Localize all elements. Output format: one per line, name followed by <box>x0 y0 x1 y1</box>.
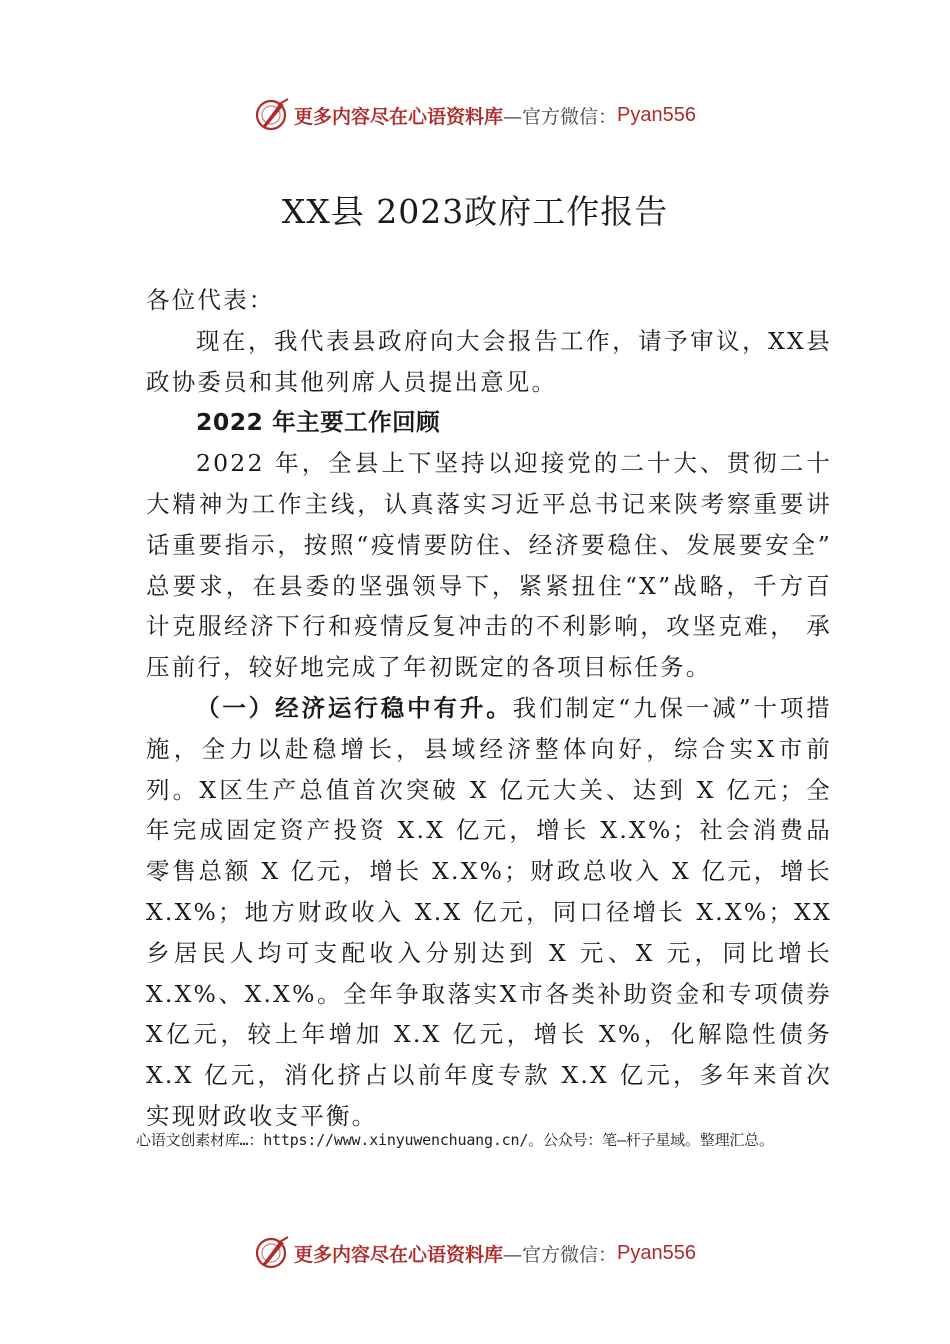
paragraph-economy-lead: （一）经济运行稳中有升。 <box>196 693 513 722</box>
banner-brand-text: 更多内容尽在心语资料库 <box>294 105 504 128</box>
banner-wechat-label: —官方微信： <box>503 105 618 128</box>
banner-brand-text: 更多内容尽在心语资料库 <box>294 1243 504 1266</box>
document-title: XX县 2023政府工作报告 <box>281 192 669 231</box>
paragraph-economy <box>146 688 832 1137</box>
banner-wechat-id: Pyan556 <box>617 103 696 126</box>
footer-banner <box>0 1233 950 1273</box>
paragraph-economy-text: 我们制定“九保一减”十项措施，全力以赴稳增长，县域经济整体向好，综合实X市前列。X区生产总值首次突破 X 亿元大关、达到 X 亿元；全年完成固定资产投资 X.X 亿元，增长 X.X%；社会消费品零售总额 X 亿元，增长 X.X%；财政总收入 X 亿元，增长X.X%；地方财政收入 X.X 亿元，同口径增长 X.X%；XX乡居民人均可支配收入分别达到 X 元、X 元，同比增长X.X%、X.X%。全年争取落实X市各类补助资金和专项债券X亿元，较上年增加 X.X 亿元，增长 X%，化解隐性债务 X.X 亿元，消化挤占以前年度专款 X.X 亿元，多年来首次实现财政收支平衡。 <box>146 693 832 1130</box>
banner-wechat-label: —官方微信： <box>503 1243 618 1266</box>
header-banner <box>0 95 950 135</box>
document-body <box>146 280 832 1137</box>
intro-paragraph: 现在，我代表县政府向大会报告工作，请予审议，XX县政协委员和其他列席人员提出意见。 <box>146 326 832 396</box>
source-footer: 心语文创素材库…：https://www.xinyuwenchuang.cn/。公众号：笔—杆子星域。整理汇总。 <box>136 1131 774 1149</box>
banner-wechat-id: Pyan556 <box>617 1241 696 1264</box>
paragraph-review: 2022 年，全县上下坚持以迎接党的二十大、贯彻二十大精神为工作主线，认真落实习近平总书记来陕考察重要讲话重要指示，按照“疫情要防住、经济要稳住、发展要安全” 总要求，在县委的坚强领导下，紧紧扭住“X”战略，千方百计克服经济下行和疫情反复冲击的不利影响，攻坚克难， 承压前行，较好地完成了年初既定的各项目标任务。 <box>146 449 832 682</box>
section-heading: 2022 年主要工作回顾 <box>196 408 441 437</box>
quill-pen-logo-icon <box>254 97 290 133</box>
quill-pen-logo-icon <box>254 1235 290 1271</box>
salutation: 各位代表： <box>146 286 275 314</box>
